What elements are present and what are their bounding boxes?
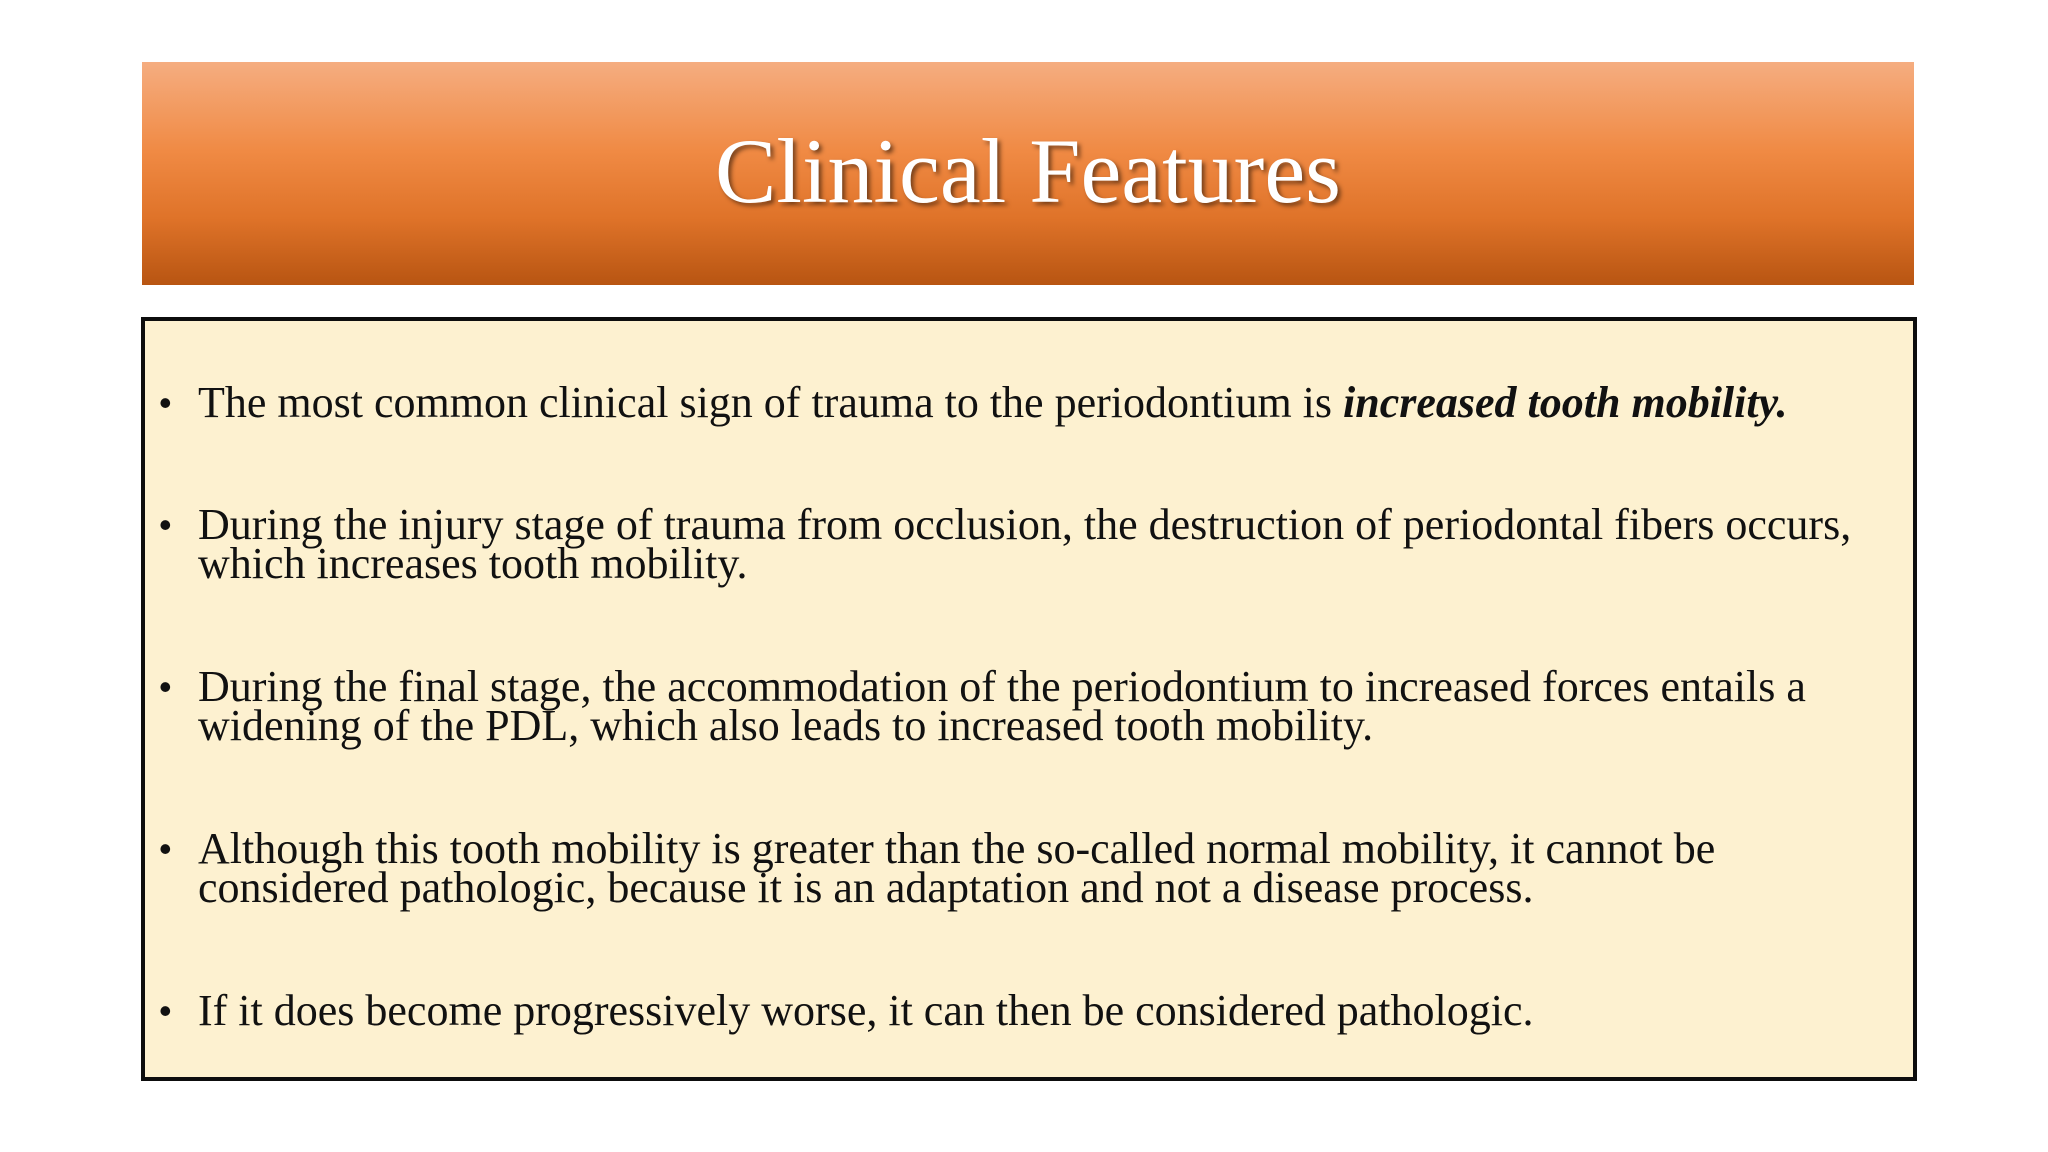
bullet-item bbox=[145, 986, 1885, 1035]
bullet-text bbox=[198, 378, 1885, 427]
bullet-icon: • bbox=[159, 666, 172, 707]
bullet-item bbox=[145, 824, 1885, 912]
bullet-icon: • bbox=[159, 382, 172, 423]
bullet-text-plain: The most common clinical sign of trauma to the periodontium is bbox=[198, 378, 1344, 427]
slide-title: Clinical Features bbox=[715, 119, 1341, 222]
bullet-text: Although this tooth mobility is greater than the so-called normal mobility, it cannot be considered pathologic, because it is an adaptation and not a disease process. bbox=[198, 824, 1716, 912]
bullet-text-emphasis: increased tooth mobility. bbox=[1343, 378, 1788, 427]
content-box bbox=[141, 317, 1917, 1081]
bullet-item bbox=[145, 378, 1885, 427]
bullet-item bbox=[145, 662, 1885, 750]
title-banner bbox=[142, 62, 1914, 285]
bullet-text: During the injury stage of trauma from occlusion, the destruction of periodontal fibers occurs, which increases tooth mobility. bbox=[198, 500, 1852, 588]
bullet-icon: • bbox=[159, 504, 172, 545]
bullet-text: During the final stage, the accommodation of the periodontium to increased forces entails a widening of the PDL, which also leads to increased tooth mobility. bbox=[198, 662, 1806, 750]
bullet-item bbox=[145, 500, 1885, 588]
bullet-icon: • bbox=[159, 990, 172, 1031]
bullet-icon: • bbox=[159, 828, 172, 869]
bullet-text: If it does become progressively worse, it can then be considered pathologic. bbox=[198, 986, 1534, 1035]
